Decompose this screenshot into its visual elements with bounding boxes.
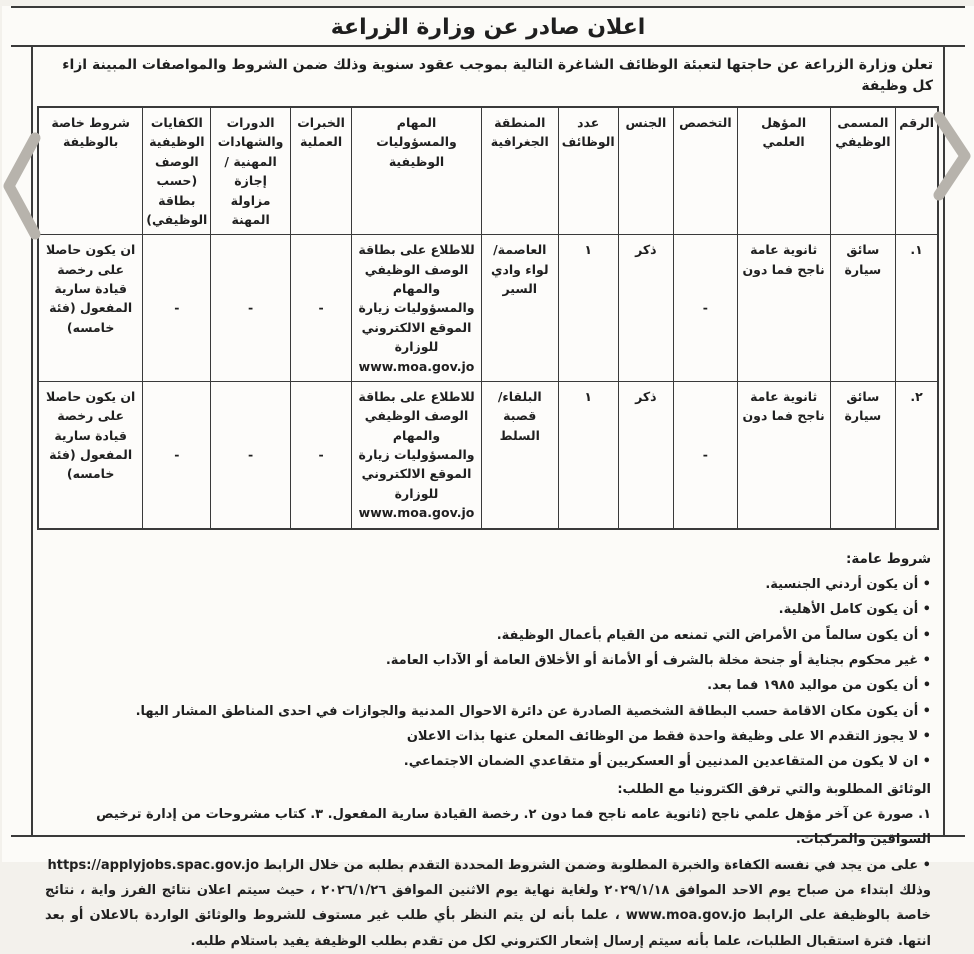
condition-item: • أن يكون مكان الاقامة حسب البطاقة الشخصية الصادرة عن دائرة الاحوال المدنية والجوازات في احدى المناطق المشار اليها.	[135, 703, 931, 719]
condition-item: • أن يكون من مواليد ١٩٨٥ فما بعد.	[707, 678, 931, 694]
column-header: الرقم	[896, 107, 938, 235]
table-cell: للاطلاع على بطاقة الوصف الوظيفي والمهام والمسؤوليات زيارة الموقع الالكتروني للوزارة www.moa.gov.jo	[352, 381, 481, 528]
table-cell: -	[674, 381, 738, 528]
condition-item: • ان لا يكون من المتقاعدين المدنيين أو العسكريين أو متقاعدي الضمان الاجتماعي.	[403, 754, 931, 770]
condition-item: • أن يكون كامل الأهلية.	[778, 602, 931, 618]
table-cell: -	[211, 235, 290, 382]
closing-paragraph: وذلك ابتداء من صباح يوم الاحد الموافق ٢٠٢٩/١/١٨ ولغاية نهاية يوم الاثنين الموافق ٢٠٢٦/١/٢٦ ، حيث سيتم اعلان نتائج الفرز واية ، نتائج خاصة بالوظيفة على الرابط www.moa.gov.jo ، علما بأنه لن يتم النظر بأي طلب غير مستوف للشروط والوثائق الواردة بالاعلان أو بعد انتها. فترة استقبال الطلبات، علما بأنه سيتم إرسال إشعار الكتروني لكل من تقدم بطلب الوظيفة يفيد باستلام طلبه.	[45, 882, 931, 949]
column-header: المسمى الوظيفي	[830, 107, 896, 235]
table-row	[38, 235, 938, 382]
table-cell: ذكر	[618, 381, 673, 528]
required-documents-list: ١. صورة عن آخر مؤهل علمي ناجح (ثانوية عامه ناجح فما دون ٢. رخصة القيادة سارية المفعول. ٣. كتاب مشروحات من إدارة ترخيص السواقين والمركبات.	[96, 806, 931, 848]
chevron-right-icon[interactable]	[930, 110, 974, 202]
column-header: الجنس	[618, 107, 673, 235]
table-cell: ١	[558, 235, 618, 382]
table-cell: -	[143, 235, 211, 382]
table-cell: ثانوية عامة ناجح فما دون	[737, 381, 830, 528]
column-header: عدد الوظائف	[558, 107, 618, 235]
table-cell: ١.	[896, 235, 938, 382]
table-cell: للاطلاع على بطاقة الوصف الوظيفي والمهام والمسؤوليات زيارة الموقع الالكتروني للوزارة www.moa.gov.jo	[352, 235, 481, 382]
document-sheet	[2, 6, 974, 949]
page-title: اعلان صادر عن وزارة الزراعة	[330, 15, 646, 40]
general-conditions-title: شروط عامة:	[845, 550, 931, 567]
table-cell: ١	[558, 381, 618, 528]
table-cell: البلقاء/ قصبة السلط	[481, 381, 558, 528]
condition-item: • أن يكون سالماً من الأمراض التي تمنعه من القيام بأعمال الوظيفة.	[496, 627, 931, 643]
table-header-row	[38, 107, 938, 235]
required-documents-section	[37, 775, 939, 878]
column-header: المهام والمسؤوليات الوظيفية	[352, 107, 481, 235]
condition-item: • لا يجوز التقدم الا على وظيفة واحدة فقط من الوظائف المعلن عنها بذات الاعلان	[406, 728, 931, 744]
table-cell: ان يكون حاصلا على رخصة قيادة سارية المفعول (فئة خامسه)	[38, 235, 143, 382]
required-documents-title: الوثائق المطلوبة والتي ترفق الكترونيا مع الطلب:	[617, 781, 931, 797]
table-cell: ان يكون حاصلا على رخصة قيادة سارية المفعول (فئة خامسه)	[38, 381, 143, 528]
condition-item: • غير محكوم بجناية أو جنحة مخلة بالشرف أو الأمانة أو الأخلاق العامة أو الآداب العامة.	[385, 652, 931, 668]
table-cell: -	[211, 381, 290, 528]
table-cell: العاصمة/ لواء وادي السير	[481, 235, 558, 382]
table-cell: -	[143, 381, 211, 528]
column-header: التخصص	[674, 107, 738, 235]
general-conditions-section	[37, 530, 939, 775]
condition-item: • أن يكون أردني الجنسية.	[765, 576, 931, 592]
column-header: الكفايات الوظيفية الوصف (حسب بطاقة الوظيفي)	[143, 107, 211, 235]
column-header: المؤهل العلمي	[737, 107, 830, 235]
table-cell: -	[290, 235, 351, 382]
application-link-line: • على من يجد في نفسه الكفاءة والخبرة المطلوبة وضمن الشروط المحددة التقدم بطلبه من خلال الرابط https://applyjobs.spac.gov.jo	[47, 857, 931, 873]
table-cell: ثانوية عامة ناجح فما دون	[737, 235, 830, 382]
table-cell: ذكر	[618, 235, 673, 382]
table-cell: -	[674, 235, 738, 382]
column-header: المنطقة الجغرافية	[481, 107, 558, 235]
column-header: الخبرات العملية	[290, 107, 351, 235]
table-row	[38, 381, 938, 528]
column-header: شروط خاصة بالوظيفة	[38, 107, 143, 235]
table-cell: ٢.	[896, 381, 938, 528]
table-cell: سائق سيارة	[830, 381, 896, 528]
announcement-subtitle: تعلن وزارة الزراعة عن حاجتها لتعبئة الوظائف الشاغرة التالية بموجب عقود سنوية وذلك ضمن الشروط والمواصفات المبينة ازاء كل وظيفة	[62, 57, 933, 94]
table-cell: -	[290, 381, 351, 528]
column-header: الدورات والشهادات المهنية / إجازة مزاولة المهنة	[211, 107, 290, 235]
document-body	[31, 47, 945, 949]
table-cell: سائق سيارة	[830, 235, 896, 382]
vacancies-table	[37, 106, 939, 530]
chevron-left-icon[interactable]	[0, 130, 44, 242]
